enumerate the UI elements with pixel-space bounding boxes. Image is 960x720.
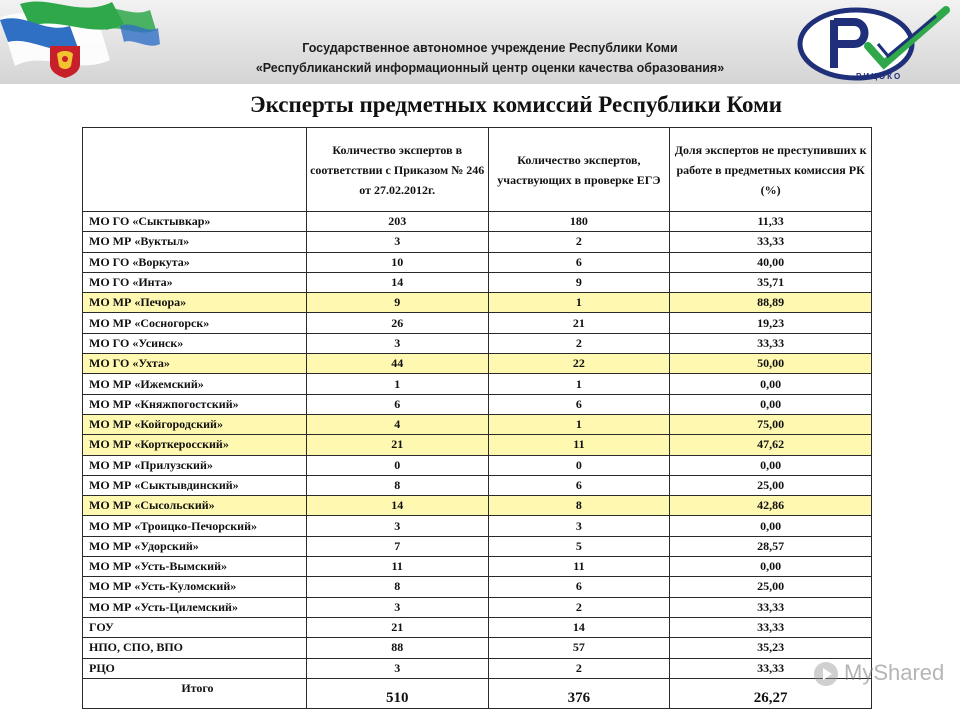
row-planned: 26 — [306, 313, 488, 333]
row-share: 0,00 — [670, 394, 872, 414]
row-name: МО МР «Сыктывдинский» — [83, 475, 307, 495]
row-name: МО ГО «Воркута» — [83, 252, 307, 272]
row-name: МО МР «Вуктыл» — [83, 232, 307, 252]
header-banner — [0, 0, 960, 84]
row-name: МО ГО «Ухта» — [83, 354, 307, 374]
row-planned: 44 — [306, 354, 488, 374]
page-title: Эксперты предметных комиссий Республики Коми — [250, 92, 782, 117]
row-name: МО МР «Троицко-Печорский» — [83, 516, 307, 536]
row-participating: 3 — [488, 516, 670, 536]
row-share: 50,00 — [670, 354, 872, 374]
table-header-row — [83, 128, 872, 212]
row-share: 40,00 — [670, 252, 872, 272]
ritsoko-logo-text: РИЦОКО — [856, 72, 903, 81]
table-row — [83, 435, 872, 455]
row-participating: 57 — [488, 638, 670, 658]
row-participating: 1 — [488, 293, 670, 313]
row-participating: 1 — [488, 414, 670, 434]
row-name: МО МР «Койгородский» — [83, 414, 307, 434]
row-name: МО МР «Сосногорск» — [83, 313, 307, 333]
row-participating: 0 — [488, 455, 670, 475]
row-participating: 2 — [488, 232, 670, 252]
row-planned: 8 — [306, 475, 488, 495]
table-row — [83, 414, 872, 434]
row-planned: 7 — [306, 536, 488, 556]
row-participating: 5 — [488, 536, 670, 556]
row-name: МО МР «Ижемский» — [83, 374, 307, 394]
row-participating: 2 — [488, 333, 670, 353]
row-share: 19,23 — [670, 313, 872, 333]
row-share: 88,89 — [670, 293, 872, 313]
row-name: МО МР «Удорский» — [83, 536, 307, 556]
table-row — [83, 516, 872, 536]
row-name: РЦО — [83, 658, 307, 678]
table-row — [83, 374, 872, 394]
total-participating: 376 — [488, 678, 670, 708]
row-planned: 21 — [306, 435, 488, 455]
column-header-participating: Количество экспертов, участвующих в проверке ЕГЭ — [488, 128, 670, 212]
row-share: 25,00 — [670, 577, 872, 597]
table-row — [83, 293, 872, 313]
row-share: 33,33 — [670, 658, 872, 678]
table-row — [83, 212, 872, 232]
row-planned: 8 — [306, 577, 488, 597]
table-row — [83, 232, 872, 252]
row-share: 42,86 — [670, 496, 872, 516]
row-share: 33,33 — [670, 333, 872, 353]
table-row — [83, 536, 872, 556]
ritsoko-logo-icon — [796, 4, 956, 82]
row-share: 0,00 — [670, 374, 872, 394]
row-planned: 10 — [306, 252, 488, 272]
column-header-planned: Количество экспертов в соответствии с Приказом № 246 от 27.02.2012г. — [306, 128, 488, 212]
row-participating: 2 — [488, 658, 670, 678]
table-row — [83, 455, 872, 475]
row-share: 0,00 — [670, 557, 872, 577]
row-planned: 6 — [306, 394, 488, 414]
row-planned: 88 — [306, 638, 488, 658]
total-row — [83, 678, 872, 708]
row-planned: 4 — [306, 414, 488, 434]
row-participating: 14 — [488, 617, 670, 637]
row-share: 47,62 — [670, 435, 872, 455]
coat-of-arms-icon — [48, 44, 82, 78]
row-name: МО МР «Корткеросский» — [83, 435, 307, 455]
play-icon — [812, 660, 840, 688]
total-planned: 510 — [306, 678, 488, 708]
row-planned: 203 — [306, 212, 488, 232]
row-planned: 21 — [306, 617, 488, 637]
row-participating: 11 — [488, 435, 670, 455]
row-share: 25,00 — [670, 475, 872, 495]
row-participating: 6 — [488, 475, 670, 495]
row-participating: 1 — [488, 374, 670, 394]
row-share: 33,33 — [670, 617, 872, 637]
row-share: 0,00 — [670, 455, 872, 475]
row-name: МО МР «Сысольский» — [83, 496, 307, 516]
watermark — [812, 660, 945, 690]
total-label: Итого — [83, 678, 307, 708]
row-planned: 14 — [306, 496, 488, 516]
table-row — [83, 557, 872, 577]
row-name: МО ГО «Усинск» — [83, 333, 307, 353]
row-planned: 9 — [306, 293, 488, 313]
row-share: 33,33 — [670, 232, 872, 252]
row-participating: 6 — [488, 252, 670, 272]
row-participating: 180 — [488, 212, 670, 232]
row-participating: 11 — [488, 557, 670, 577]
row-share: 28,57 — [670, 536, 872, 556]
row-participating: 9 — [488, 272, 670, 292]
row-name: МО ГО «Инта» — [83, 272, 307, 292]
row-name: ГОУ — [83, 617, 307, 637]
row-share: 33,33 — [670, 597, 872, 617]
row-participating: 22 — [488, 354, 670, 374]
row-name: МО МР «Печора» — [83, 293, 307, 313]
table-row — [83, 313, 872, 333]
row-planned: 0 — [306, 455, 488, 475]
row-share: 75,00 — [670, 414, 872, 434]
column-header-name — [83, 128, 307, 212]
table-row — [83, 658, 872, 678]
row-name: МО МР «Княжпогостский» — [83, 394, 307, 414]
row-share: 11,33 — [670, 212, 872, 232]
row-name: МО МР «Прилузский» — [83, 455, 307, 475]
row-participating: 2 — [488, 597, 670, 617]
organization-name: Государственное автономное учреждение Республики Коми — [302, 41, 678, 55]
row-planned: 3 — [306, 658, 488, 678]
organization-fullname: «Республиканский информационный центр оценки качества образования» — [255, 61, 725, 75]
row-name: МО ГО «Сыктывкар» — [83, 212, 307, 232]
row-planned: 11 — [306, 557, 488, 577]
row-name: МО МР «Усть-Вымский» — [83, 557, 307, 577]
row-share: 35,23 — [670, 638, 872, 658]
row-participating: 8 — [488, 496, 670, 516]
table-row — [83, 496, 872, 516]
table-row — [83, 475, 872, 495]
row-name: МО МР «Усть-Цилемский» — [83, 597, 307, 617]
row-name: МО МР «Усть-Куломский» — [83, 577, 307, 597]
table-row — [83, 252, 872, 272]
row-planned: 3 — [306, 597, 488, 617]
table-row — [83, 577, 872, 597]
table-row — [83, 333, 872, 353]
row-share: 0,00 — [670, 516, 872, 536]
column-header-share: Доля экспертов не преступивших к работе в предметных комиссия РК (%) — [670, 128, 872, 212]
row-participating: 6 — [488, 577, 670, 597]
table-row — [83, 638, 872, 658]
table-row — [83, 597, 872, 617]
row-planned: 3 — [306, 516, 488, 536]
row-planned: 3 — [306, 333, 488, 353]
row-participating: 6 — [488, 394, 670, 414]
table-row — [83, 394, 872, 414]
experts-table — [82, 127, 872, 709]
row-name: НПО, СПО, ВПО — [83, 638, 307, 658]
table-row — [83, 272, 872, 292]
table-row — [83, 354, 872, 374]
total-share: 26,27 — [670, 678, 872, 708]
row-planned: 3 — [306, 232, 488, 252]
row-planned: 14 — [306, 272, 488, 292]
watermark-text: MyShared — [844, 660, 945, 685]
row-share: 35,71 — [670, 272, 872, 292]
row-participating: 21 — [488, 313, 670, 333]
table-row — [83, 617, 872, 637]
row-planned: 1 — [306, 374, 488, 394]
